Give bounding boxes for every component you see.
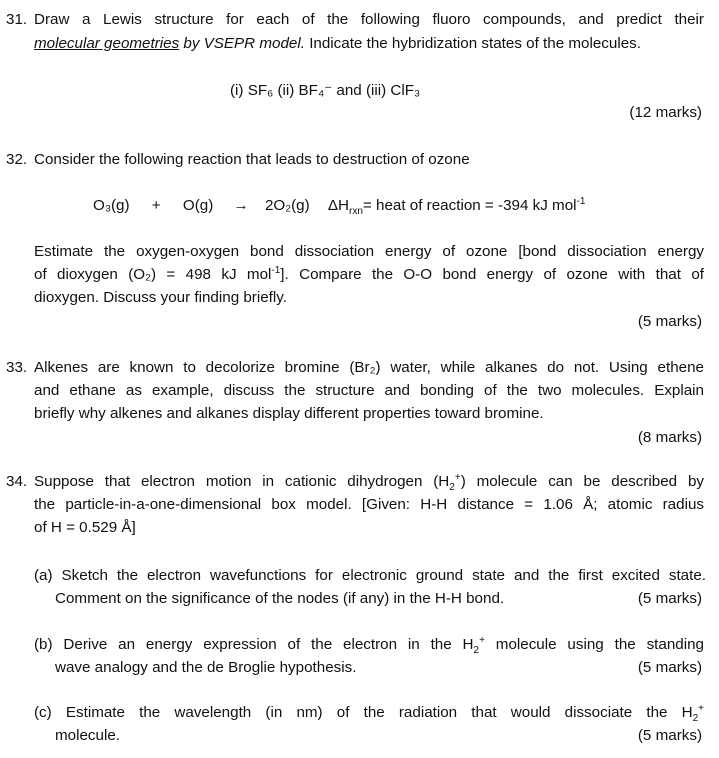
subquestion-c-line (34, 701, 704, 724)
enthalpy-value: = heat of reaction = -394 kJ mol (362, 197, 577, 214)
question-text-line: the particle-in-a-one-dimensional box model. [Given: H-H distance = 1.06 Å; atomic radius (34, 496, 704, 513)
plus-sign: + (151, 197, 161, 214)
enthalpy-subscript: rxn (349, 206, 363, 218)
question-number: 34. (6, 473, 28, 490)
subquestion-b-line: wave analogy and the de Broglie hypothesis. (55, 659, 357, 676)
question-text-fragment: (b) Derive an energy expression of the electron in the H (34, 636, 474, 653)
question-number: 31. (6, 11, 28, 28)
reactant-oxygen-atom: O(g) (182, 197, 214, 214)
question-text-line: Alkenes are known to decolorize bromine (Br₂) water, while alkanes do not. Using ethene (34, 359, 704, 376)
question-text-fragment: ) molecule can be described by (460, 473, 704, 490)
question-text-line (34, 32, 641, 55)
enthalpy-expression (328, 194, 586, 217)
marks-label: (5 marks) (637, 590, 702, 607)
superscript: + (454, 471, 461, 483)
marks-label: (12 marks) (629, 104, 702, 121)
question-text-fragment: (c) Estimate the wavelength (in nm) of the radiation that would dissociate the H (34, 704, 693, 721)
reactant-ozone: O₃(g) (93, 197, 130, 214)
emphasized-suffix: by VSEPR model. (179, 35, 305, 52)
marks-label: (5 marks) (637, 313, 702, 330)
unit-superscript: -1 (576, 195, 586, 207)
enthalpy-symbol: ΔH (327, 197, 350, 214)
subquestion-a-line: Comment on the significance of the nodes (if any) in the H-H bond. (55, 590, 505, 607)
reaction-equation (93, 194, 585, 217)
question-text-line: briefly why alkenes and alkanes display different properties toward bromine. (34, 405, 544, 422)
question-text-fragment: Suppose that electron motion in cationic dihydrogen (H (34, 473, 450, 490)
subscript: 2 (449, 482, 455, 494)
reaction-arrow: → (233, 197, 249, 214)
question-text-fragment: Indicate the hybridization states of the molecules. (304, 35, 641, 52)
marks-label: (5 marks) (637, 727, 702, 744)
subscript: 2 (692, 713, 699, 725)
question-text-line (34, 470, 704, 493)
superscript: + (479, 634, 485, 646)
question-text-line: of H = 0.529 Å] (34, 519, 136, 536)
superscript: + (698, 702, 704, 714)
emphasized-term: molecular geometries (34, 35, 180, 52)
question-number: 33. (6, 359, 28, 376)
subquestion-a-line: (a) Sketch the electron wavefunctions for electronic ground state and the first excited state. (34, 567, 706, 584)
subquestion-b-line (34, 633, 704, 656)
question-text-line: Estimate the oxygen-oxygen bond dissociation energy of ozone [bond dissociation energy (34, 243, 704, 260)
question-text-line: dioxygen. Discuss your finding briefly. (34, 289, 287, 306)
subscript: 2 (473, 645, 480, 657)
question-text-line: Consider the following reaction that leads to destruction of ozone (34, 151, 470, 168)
question-text-fragment: molecule using the standing (484, 636, 704, 653)
question-number: 32. (6, 151, 28, 168)
compound-list: (i) SF₆ (ii) BF₄⁻ and (iii) ClF₃ (230, 82, 421, 99)
question-text-fragment: of dioxygen (O₂) = 498 kJ mol (34, 266, 272, 283)
marks-label: (5 marks) (637, 659, 702, 676)
question-text-line (34, 263, 704, 286)
marks-label: (8 marks) (637, 429, 702, 446)
unit-superscript: -1 (271, 264, 281, 276)
question-text-fragment: ]. Compare the O-O bond energy of ozone with that of (280, 266, 704, 283)
question-text-line: and ethane as example, discuss the structure and bonding of the two molecules. Explain (34, 382, 704, 399)
subquestion-c-line: molecule. (55, 727, 120, 744)
product-dioxygen: 2O₂(g) (264, 197, 310, 214)
question-text-line: Draw a Lewis structure for each of the following fluoro compounds, and predict their (34, 11, 704, 28)
